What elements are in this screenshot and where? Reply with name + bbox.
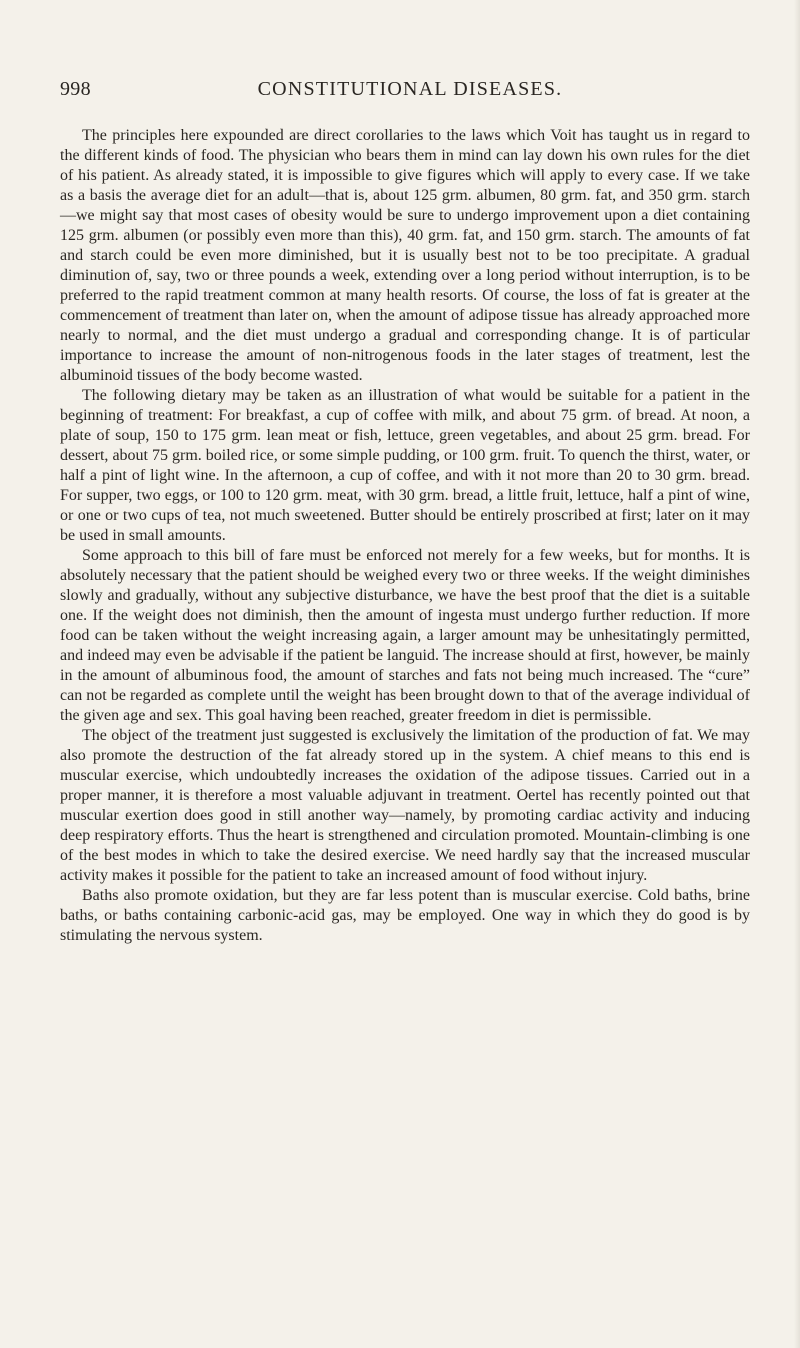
paragraph-muscular-exercise: The object of the treatment just suggested is exclusively the limitation of the production of fat. We may also promote the destruction of the fat already stored up in the system. A chief means to this end is muscular exercise, which undoubtedly increases the oxidation of the adipose tissues. Carried out in a proper manner, it is therefore a most valuable adjuvant in treatment. Oertel has recently pointed out that muscular exertion does good in still another way—namely, by promoting cardiac activity and inducing deep respiratory efforts. Thus the heart is strengthened and circulation promoted. Mountain-climbing is one of the best modes in which to take the desired exercise. We need hardly say that the increased muscular activity makes it possible for the patient to take an increased amount of food without injury. <box>60 727 750 884</box>
paragraph-sample-dietary: The following dietary may be taken as an illustration of what would be suitable for a patient in the beginning of treatment: For breakfast, a cup of coffee with milk, and about 75 grm. of bread. At noon, a plate of soup, 150 to 175 grm. lean meat or fish, lettuce, green vegetables, and about 25 grm. bread. For dessert, about 75 grm. boiled rice, or some simple pudding, or 100 grm. fruit. To quench the thirst, water, or half a pint of light wine. In the afternoon, a cup of coffee, and with it not more than 20 to 30 grm. bread. For supper, two eggs, or 100 to 120 grm. meat, with 30 grm. bread, a little fruit, lettuce, half a pint of wine, or one or two cups of tea, not much sweetened. Butter should be entirely proscribed at first; later on it may be used in small amounts. <box>60 387 750 544</box>
page-header <box>60 78 750 108</box>
page-number: 998 <box>60 78 91 100</box>
running-title: CONSTITUTIONAL DISEASES. <box>257 78 563 100</box>
body-text <box>60 126 750 946</box>
page-edge-shadow <box>794 0 800 1348</box>
paragraph-baths: Baths also promote oxidation, but they are far less potent than is muscular exercise. Cold baths, brine baths, or baths containing carbonic-acid gas, may be employed. One way in which they do good is by stimulating the nervous system. <box>60 887 750 944</box>
paragraph-diet-principles: The principles here expounded are direct corollaries to the laws which Voit has taught us in regard to the different kinds of food. The physician who bears them in mind can lay down his own rules for the diet of his patient. As already stated, it is impossible to give figures which will apply to every case. If we take as a basis the average diet for an adult—that is, about 125 grm. albumen, 80 grm. fat, and 350 grm. starch—we might say that most cases of obesity would be sure to undergo improvement upon a diet containing 125 grm. albumen (or possibly even more than this), 40 grm. fat, and 150 grm. starch. The amounts of fat and starch could be even more diminished, but it is usually best not to be too precipitate. A gradual diminution of, say, two or three pounds a week, extending over a long period without interruption, is to be preferred to the rapid treatment common at many health resorts. Of course, the loss of fat is greater at the commencement of treatment than later on, when the amount of adipose tissue has already approached more nearly to normal, and the diet must undergo a gradual and corresponding change. It is of particular importance to increase the amount of non-nitrogenous foods in the later stages of treatment, lest the albuminoid tissues of the body become wasted. <box>60 127 750 384</box>
paragraph-weighing: Some approach to this bill of fare must be enforced not merely for a few weeks, but for months. It is absolutely necessary that the patient should be weighed every two or three weeks. If the weight diminishes slowly and gradually, without any subjective disturbance, we have the best proof that the diet is a suitable one. If the weight does not diminish, then the amount of ingesta must undergo further reduction. If more food can be taken without the weight increasing again, a larger amount may be unhesitatingly permitted, and indeed may even be advisable if the patient be languid. The increase should at first, however, be mainly in the amount of albuminous food, the amount of starches and fats not being much increased. The “cure” can not be regarded as complete until the weight has been brought down to that of the average individual of the given age and sex. This goal having been reached, greater freedom in diet is permissible. <box>60 547 750 724</box>
